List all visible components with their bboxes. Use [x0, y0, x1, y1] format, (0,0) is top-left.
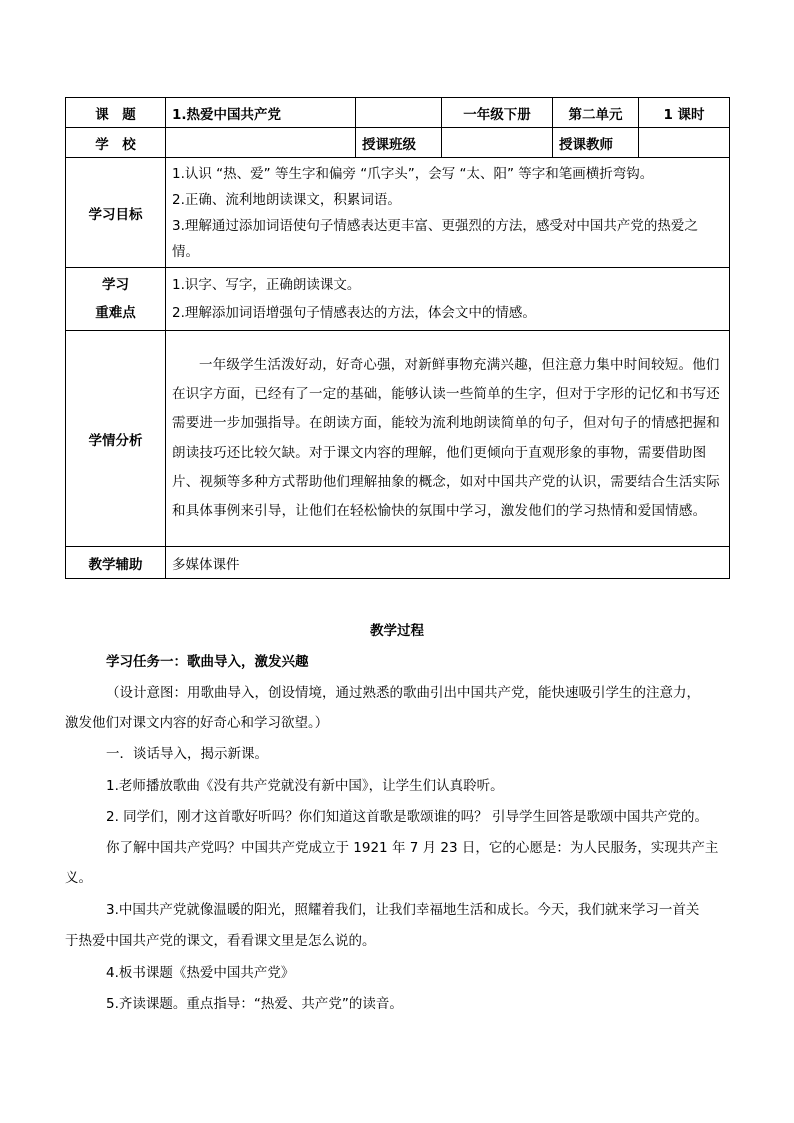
- process-title: 教学过程: [370, 623, 424, 639]
- design-intent-line: 激发他们对课文内容的好奇心和学习欲望。）: [65, 715, 329, 731]
- step-heading: 一．谈话导入，揭示新课。: [106, 746, 268, 762]
- analysis-label: 学情分析: [66, 331, 166, 547]
- aids-label: 教学辅助: [66, 547, 166, 579]
- goal-line: 2.正确、流利地朗读课文，积累词语。: [172, 191, 401, 208]
- school-value: [166, 128, 356, 158]
- difficulty-line: 1.识字、写字，正确朗读课文。: [172, 277, 361, 293]
- process-item: 1.老师播放歌曲《没有共产党就没有新中国》，让学生们认真聆听。: [106, 778, 504, 794]
- table-row-aids: [66, 547, 730, 579]
- difficulties-label-line-1: 学习: [102, 277, 129, 293]
- analysis-text: 一年级学生活泼好动，好奇心强，对新鲜事物充满兴趣，但注意力集中时间较短。他们在识字方面，已经有了一定的基础，能够认读一些简单的生字，但对于字形的记忆和书写还需要进一步加强指导。在朗读方面，能较为流利地朗读简单的句子，但对句子的情感把握和朗读技巧还比较欠缺。对于课文内容的理解，他们更倾向于直观形象的事物，需要借助图片、视频等多种方式帮助他们理解抽象的概念，如对中国共产党的认识，需要结合生活实际和具体事例来引导，让他们在轻松愉快的氛围中学习，激发他们的学习热情和爱国情感。: [166, 331, 730, 547]
- difficulties-label-line-2: 重难点: [95, 305, 136, 321]
- goal-line: 3.理解通过添加词语使句子情感表达更丰富、更强烈的方法，感受对中国共产党的热爱之: [172, 217, 698, 234]
- table-row-course: [66, 98, 730, 128]
- teacher-value: [639, 128, 730, 158]
- aids-value: 多媒体课件: [166, 547, 730, 579]
- difficulties-label: [66, 268, 166, 331]
- difficulty-line: 2.理解添加词语增强句子情感表达的方法，体会文中的情感。: [172, 305, 536, 321]
- goals-label: 学习目标: [66, 158, 166, 268]
- class-label: 授课班级: [356, 128, 442, 158]
- process-item: 你了解中国共产党吗？中国共产党成立于 1921 年 7 月 23 日，它的心愿是：为人民服务，实现共产主: [106, 840, 719, 856]
- school-label: 学 校: [66, 128, 166, 158]
- table-row-analysis: [66, 331, 730, 547]
- goal-line: 1.认识 “热、爱” 等生字和偏旁 “爪字头”，会写 “太、阳” 等字和笔画横折弯钩。: [172, 165, 654, 182]
- blank-cell: [356, 98, 442, 128]
- process-item: 义。: [65, 870, 92, 886]
- teaching-process: [0, 618, 794, 1012]
- grade-cell: 一年级下册: [442, 98, 553, 128]
- difficulties-content: [166, 268, 730, 331]
- lesson-title: 1.热爱中国共产党: [166, 98, 356, 128]
- design-intent-line: （设计意图：用歌曲导入，创设情境，通过熟悉的歌曲引出中国共产党，能快速吸引学生的注意力，: [106, 685, 700, 701]
- table-row-difficulties: [66, 268, 730, 331]
- process-item: 4.板书课题《热爱中国共产党》: [106, 965, 295, 981]
- unit-cell: 第二单元: [553, 98, 639, 128]
- period-cell: 1 课时: [639, 98, 730, 128]
- task-heading: 学习任务一：歌曲导入，激发兴趣: [106, 654, 309, 670]
- process-item: 5.齐读课题。重点指导：“热爱、共产党”的读音。: [106, 996, 403, 1012]
- class-value: [442, 128, 553, 158]
- course-label: 课 题: [66, 98, 166, 128]
- table-row-goals: [66, 158, 730, 268]
- process-item: 3.中国共产党就像温暖的阳光，照耀着我们，让我们幸福地生活和成长。今天，我们就来学习一首关: [106, 902, 700, 918]
- table-row-school: [66, 128, 730, 158]
- process-item: 2. 同学们，刚才这首歌好听吗？你们知道这首歌是歌颂谁的吗？ 引导学生回答是歌颂中国共产党的。: [106, 809, 708, 825]
- goals-content: [166, 158, 730, 268]
- goal-line: 情。: [172, 243, 199, 260]
- teacher-label: 授课教师: [553, 128, 639, 158]
- lesson-info-table: [65, 97, 730, 579]
- process-item: 于热爱中国共产党的课文，看看课文里是怎么说的。: [65, 933, 376, 949]
